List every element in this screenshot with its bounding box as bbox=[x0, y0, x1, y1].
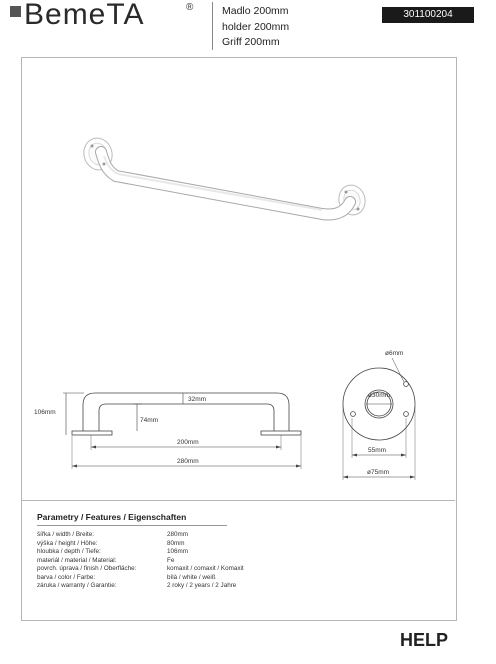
spec-label: povrch. úprava / finish / Oberfläche: bbox=[37, 565, 137, 572]
spec-label: barva / color / Farbe: bbox=[37, 573, 96, 581]
dim-hole-spacing-label: 55mm bbox=[368, 447, 387, 454]
dim-clearance-label: 74mm bbox=[140, 417, 159, 424]
spec-row bbox=[37, 548, 244, 557]
spec-value: bílá / white / weiß bbox=[167, 573, 216, 581]
dim-height-label: 106mm bbox=[34, 409, 56, 416]
spec-row bbox=[37, 557, 244, 566]
spec-row bbox=[37, 531, 244, 540]
dim-inner-diameter-label: ø30mm bbox=[368, 392, 391, 399]
dim-rosette-diameter-label: ø75mm bbox=[367, 469, 390, 476]
brand-logo: BemeTA bbox=[24, 0, 145, 31]
spec-label: šířka / width / Breite: bbox=[37, 531, 95, 538]
spec-row bbox=[37, 540, 244, 549]
dim-screw-hole-label: ø6mm bbox=[385, 350, 404, 357]
spec-value: 2 roky / 2 years / 2 Jahre bbox=[167, 582, 237, 589]
product-render bbox=[80, 135, 368, 218]
dim-total-width-label: 280mm bbox=[177, 458, 199, 465]
product-name-en: holder 200mm bbox=[222, 20, 290, 33]
spec-label: výška / height / Höhe: bbox=[37, 539, 98, 547]
spec-row bbox=[37, 582, 244, 591]
registered-mark: ® bbox=[186, 2, 194, 13]
spec-row bbox=[37, 565, 244, 574]
spec-value: 280mm bbox=[167, 531, 188, 538]
help-label: HELP bbox=[400, 630, 449, 650]
spec-label: záruka / warranty / Garantie: bbox=[37, 582, 117, 589]
spec-value: 106mm bbox=[167, 548, 188, 555]
product-code: 301100204 bbox=[382, 7, 474, 23]
dim-center-distance-label: 200mm bbox=[177, 439, 199, 446]
specs-divider bbox=[37, 525, 227, 526]
spec-label: hloubka / depth / Tiefe: bbox=[37, 548, 101, 555]
dim-bar-diameter-label: 32mm bbox=[188, 396, 207, 403]
specs-table bbox=[37, 531, 244, 591]
spec-row bbox=[37, 574, 244, 583]
product-name-cz: Madlo 200mm bbox=[222, 5, 289, 17]
spec-value: 80mm bbox=[167, 539, 185, 547]
spec-value: komaxit / comaxit / Komaxit bbox=[167, 565, 244, 572]
specs-title: Parametry / Features / Eigenschaften bbox=[37, 512, 187, 522]
spec-value: Fe bbox=[167, 556, 175, 564]
product-name-de: Griff 200mm bbox=[222, 36, 280, 48]
rosette-detail-drawing bbox=[343, 358, 415, 480]
spec-label: materiál / material / Material: bbox=[37, 556, 117, 564]
